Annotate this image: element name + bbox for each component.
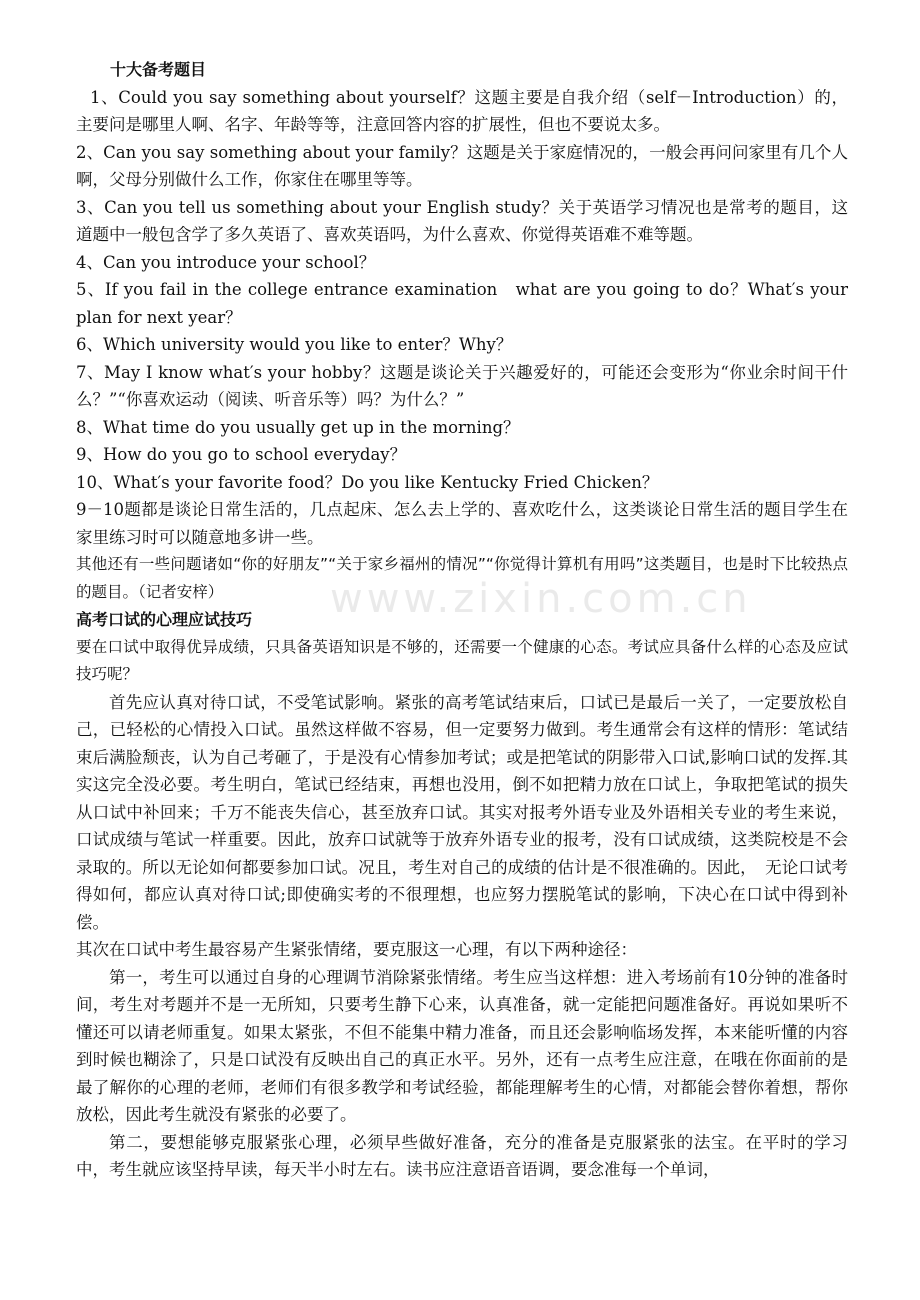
note-daily-life: 9－10题都是谈论日常生活的，几点起床、怎么去上学的、喜欢吃什么，这类谈论日常生活的题目学生在家里练习时可以随意地多讲一些。 (76, 500, 848, 547)
paragraph-way-2: 第二，要想能够克服紧张心理，必须早些做好准备，充分的准备是克服紧张的法宝。在平时的学习中，考生就应该坚持早读，每天半小时左右。读书应注意语音语调，要念准每一个单词， (76, 1132, 848, 1179)
question-3: 3、Can you tell us something about your English study？关于英语学习情况也是常考的题目，这道题中一般包含学了多久英语了、喜欢英语吗，为什么喜欢、你觉得英语难不难等题。 (76, 197, 848, 244)
question-1: 1、Could you say something about yourself？这题主要是自我介绍（self－Introduction）的，主要问是哪里人啊、名字、年龄等等，注意回答内容的扩展性，但也不要说太多。 (76, 87, 848, 134)
question-5: 5、If you fail in the college entrance examination what are you going to do？What′s your plan for next year？ (76, 280, 848, 327)
paragraph-second-intro: 其次在口试中考生最容易产生紧张情绪，要克服这一心理，有以下两种途径： (76, 940, 637, 959)
question-6: 6、Which university would you like to enter？Why？ (76, 335, 513, 354)
document-title: 十大备考题目 (110, 60, 207, 79)
question-9: 9、How do you go to school everyday？ (76, 445, 407, 464)
question-7: 7、May I know what′s your hobby？这题是谈论关于兴趣爱好的，可能还会变形为“你业余时间干什么？”“你喜欢运动（阅读、听音乐等）吗？为什么？” (76, 362, 848, 409)
section-heading: 高考口试的心理应试技巧 (76, 610, 253, 629)
note-other-topics: 其他还有一些问题诸如“你的好朋友”“关于家乡福州的情况”“你觉得计算机有用吗”这类题目，也是时下比较热点的题目。（记者安梓） (76, 555, 848, 601)
question-8: 8、What time do you usually get up in the morning？ (76, 417, 520, 437)
paragraph-way-1: 第一，考生可以通过自身的心理调节消除紧张情绪。考生应当这样想：进入考场前有10分钟的准备时间，考生对考题并不是一无所知，只要考生静下心来，认真准备，就一定能把问题准备好。再说如果听不懂还可以请老师重复。如果太紧张，不但不能集中精力准备，而且还会影响临场发挥，本来能听懂的内容到时候也糊涂了，只是口试没有反映出自己的真正水平。另外，还有一点考生应注意，在哦在你面前的是最了解你的心理的老师，老师们有很多教学和考试经验，都能理解考生的心情，对都能会替你着想，帮你放松，因此考生就没有紧张的必要了。 (76, 967, 848, 1124)
question-4: 4、Can you introduce your school？ (76, 252, 376, 272)
document-page (76, 56, 848, 1184)
paragraph-first: 首先应认真对待口试，不受笔试影响。紧张的高考笔试结束后，口试已是最后一关了，一定要放松自己，已轻松的心情投入口试。虽然这样做不容易，但一定要努力做到。考生通常会有这样的情形：笔试结束后满脸颓丧，认为自己考砸了，于是没有心情参加考试；或是把笔试的阴影带入口试,影响口试的发挥.其实这完全没必要。考生明白，笔试已经结束，再想也没用，倒不如把精力放在口试上，争取把笔试的损失从口试中补回来；千万不能丧失信心，甚至放弃口试。其实对报考外语专业及外语相关专业的考生来说，口试成绩与笔试一样重要。因此，放弃口试就等于放弃外语专业的报考，没有口试成绩，这类院校是不会录取的。所以无论如何都要参加口试。况且，考生对自己的成绩的估计是不很准确的。因此， 无论口试考得如何，都应认真对待口试;即使确实考的不很理想，也应努力摆脱笔试的影响，下决心在口试中得到补偿。 (76, 692, 848, 932)
question-2: 2、Can you say something about your family？这题是关于家庭情况的，一般会再问问家里有几个人啊，父母分别做什么工作，你家住在哪里等等。 (76, 142, 848, 189)
intro-paragraph: 要在口试中取得优异成绩，只具备英语知识是不够的，还需要一个健康的心态。考试应具备什么样的心态及应试技巧呢？ (76, 637, 848, 683)
question-10: 10、What′s your favorite food？Do you like Kentucky Fried Chicken？ (76, 472, 659, 492)
watermark: www.zixin.com.cn (330, 576, 752, 622)
